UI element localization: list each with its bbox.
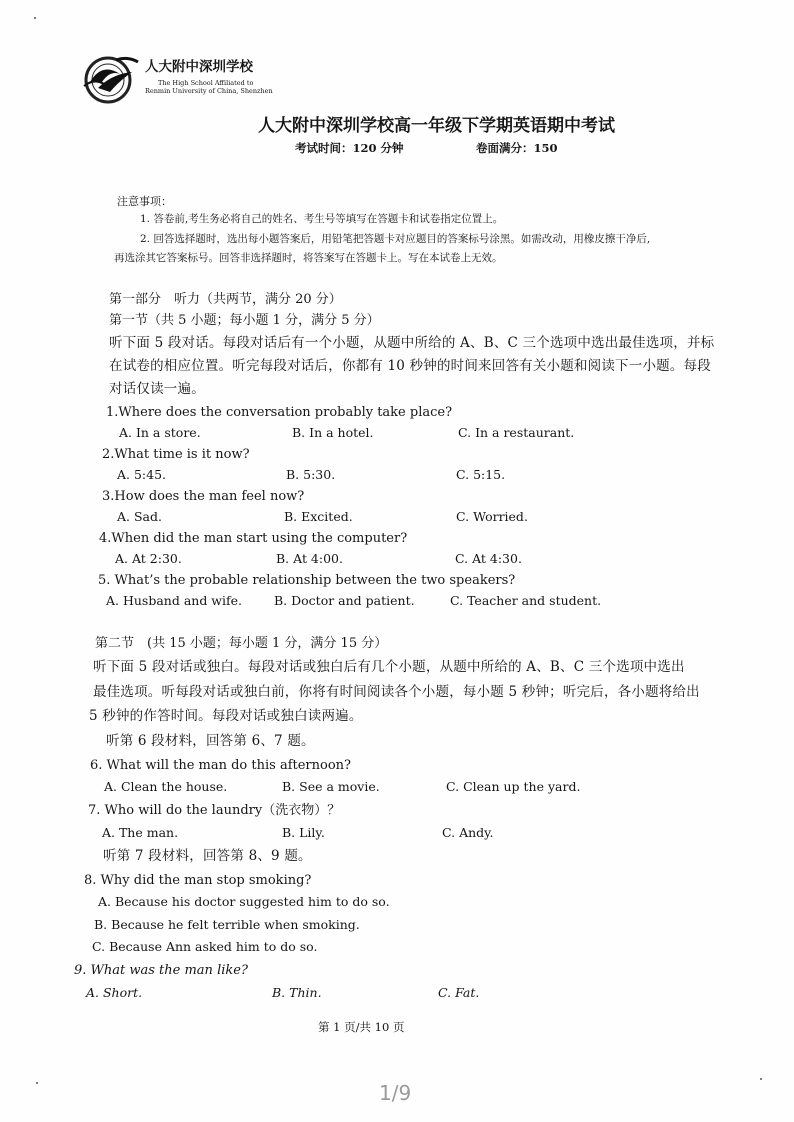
q7-option-b: B. Lily. <box>282 825 325 840</box>
viewer-page-indicator: 1/9 <box>379 1081 412 1105</box>
section2-instruction-line3: 5 秒钟的作答时间。每段对话或独白读两遍。 <box>89 708 363 724</box>
school-name: 人大附中深圳学校 <box>145 59 253 75</box>
scan-speck <box>760 1078 762 1080</box>
q1-option-b: B. In a hotel. <box>292 425 374 440</box>
school-name-en-line2: Renmin University of China, Shenzhen <box>145 87 273 95</box>
scan-speck <box>36 1082 38 1084</box>
q8-option-c: C. Because Ann asked him to do so. <box>92 939 318 954</box>
q6-option-b: B. See a movie. <box>282 779 380 794</box>
notice-item-1: 1. 答卷前,考生务必将自己的姓名、考生号等填写在答题卡和试卷指定位置上。 <box>140 213 504 225</box>
question-9: 9. What was the man like? <box>74 963 248 978</box>
section2-instruction-line1: 听下面 5 段对话或独白。每段对话或独白后有几个小题，从题中所给的 A、B、C 三个选项中选出 <box>93 659 685 675</box>
q8-option-a: A. Because his doctor suggested him to do so. <box>98 894 390 909</box>
q3-option-a: A. Sad. <box>117 509 162 524</box>
section2-title: 第二节 (共 15 小题；每小题 1 分，满分 15 分） <box>95 636 388 651</box>
q2-option-c: C. 5:15. <box>456 467 506 482</box>
question-4: 4.When did the man start using the computer? <box>99 531 408 546</box>
question-7: 7. Who will do the laundry（洗衣物）？ <box>88 803 341 818</box>
q3-option-b: B. Excited. <box>284 509 353 524</box>
section2-instruction-line2: 最佳选项。听每段对话或独白前，你将有时间阅读各个小题，每小题 5 秒钟；听完后，各小题将给出 <box>93 684 700 700</box>
q2-option-b: B. 5:30. <box>286 467 336 482</box>
question-8: 8. Why did the man stop smoking? <box>84 873 312 888</box>
q2-option-a: A. 5:45. <box>117 467 167 482</box>
q4-option-b: B. At 4:00. <box>276 551 343 566</box>
q7-option-c: C. Andy. <box>442 825 494 840</box>
exam-time: 考试时间：120 分钟 <box>295 141 404 155</box>
notice-heading: 注意事项： <box>117 195 172 208</box>
question-3: 3.How does the man feel now? <box>102 489 305 504</box>
question-1: 1.Where does the conversation probably take place? <box>106 405 453 420</box>
q5-option-c: C. Teacher and student. <box>450 593 602 608</box>
q9-option-a: A. Short. <box>86 985 143 1000</box>
q4-option-c: C. At 4:30. <box>455 551 522 566</box>
material-6-note: 听第 6 段材料，回答第 6、7 题。 <box>106 733 315 749</box>
notice-item-2-cont: 再选涂其它答案标号。回答非选择题时，将答案写在答题卡上。写在本试卷上无效。 <box>114 252 503 264</box>
q7-option-a: A. The man. <box>102 825 179 840</box>
exam-title: 人大附中深圳学校高一年级下学期英语期中考试 <box>258 116 615 136</box>
q1-option-a: A. In a store. <box>119 425 201 440</box>
q6-option-c: C. Clean up the yard. <box>446 779 581 794</box>
question-2: 2.What time is it now? <box>102 447 250 462</box>
q6-option-a: A. Clean the house. <box>104 779 228 794</box>
school-logo <box>80 52 140 108</box>
part1-title: 第一部分 听力（共两节，满分 20 分） <box>109 292 342 307</box>
scan-speck <box>34 17 36 19</box>
page-footer: 第 1 页/共 10 页 <box>318 1020 405 1034</box>
section1-title: 第一节（共 5 小题；每小题 1 分，满分 5 分） <box>109 313 380 328</box>
question-5: 5. What’s the probable relationship between the two speakers? <box>98 573 516 588</box>
section1-instruction-line2: 在试卷的相应位置。听完每段对话后，你都有 10 秒钟的时间来回答有关小题和阅读下一小题。每段 <box>109 358 711 374</box>
question-6: 6. What will the man do this afternoon? <box>90 758 352 773</box>
section1-instruction-line3: 对话仅读一遍。 <box>109 381 205 397</box>
q4-option-a: A. At 2:30. <box>115 551 182 566</box>
q1-option-c: C. In a restaurant. <box>458 425 575 440</box>
q9-option-b: B. Thin. <box>272 985 322 1000</box>
exam-total-score: 卷面满分：150 <box>476 141 558 155</box>
notice-item-2: 2. 回答选择题时，选出每小题答案后，用铅笔把答题卡对应题目的答案标号涂黑。如需改动，用橡皮擦干净后, <box>140 233 651 245</box>
q8-option-b: B. Because he felt terrible when smoking. <box>94 917 360 932</box>
q9-option-c: C. Fat. <box>438 985 480 1000</box>
material-7-note: 听第 7 段材料，回答第 8、9 题。 <box>103 848 312 864</box>
section1-instruction-line1: 听下面 5 段对话。每段对话后有一个小题，从题中所给的 A、B、C 三个选项中选出最佳选项，并标 <box>109 335 715 351</box>
q5-option-a: A. Husband and wife. <box>106 593 242 608</box>
school-name-en-line1: The High School Affiliated to <box>158 79 254 87</box>
q3-option-c: C. Worried. <box>456 509 528 524</box>
q5-option-b: B. Doctor and patient. <box>274 593 415 608</box>
